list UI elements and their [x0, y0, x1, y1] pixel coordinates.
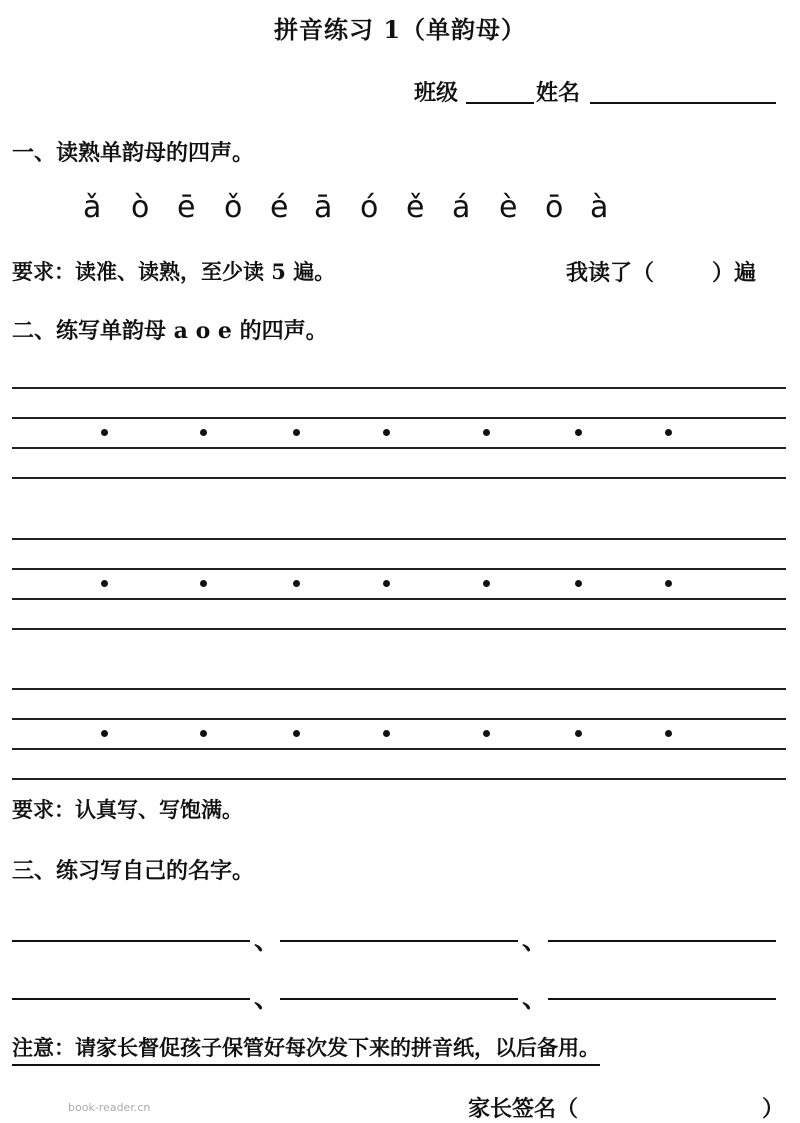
page-title: 拼音练习 1（单韵母） — [273, 15, 527, 44]
read-count-right: ）遍 — [712, 260, 757, 286]
section2-heading: 二、练写单韵母 a o e 的四声。 — [12, 318, 328, 344]
pinyin-char: ǎ — [83, 190, 102, 225]
pinyin-guide-line — [12, 598, 786, 600]
section1-requirement: 要求：读准、读熟，至少读 5 遍。 — [12, 259, 336, 284]
pinyin-guide-line — [12, 417, 786, 419]
name-blank-line[interactable] — [12, 998, 250, 1000]
name-separator: 、 — [522, 984, 549, 1014]
guide-dot — [383, 429, 390, 436]
guide-dot — [665, 580, 672, 587]
name-separator: 、 — [522, 926, 549, 956]
notice: 注意：请家长督促孩子保管好每次发下来的拼音纸，以后备用。 — [12, 1032, 600, 1066]
signature-label: 家长签名（ — [468, 1096, 579, 1122]
pinyin-guide-line — [12, 778, 786, 780]
pinyin-row — [0, 190, 800, 234]
read-count-left: 我读了（ — [566, 260, 655, 286]
pinyin-guide-line — [12, 568, 786, 570]
name-blank-line[interactable] — [12, 940, 250, 942]
pinyin-char: ó — [360, 190, 379, 225]
guide-dot — [575, 580, 582, 587]
pinyin-guide-line — [12, 688, 786, 690]
name-blank-line[interactable] — [280, 940, 518, 942]
guide-dot — [293, 580, 300, 587]
section2-requirement: 要求：认真写、写饱满。 — [12, 797, 243, 822]
read-count-blank[interactable] — [668, 262, 708, 286]
guide-dot — [200, 429, 207, 436]
pinyin-char: ǒ — [224, 190, 243, 225]
pinyin-char: ā — [314, 190, 333, 225]
pinyin-char: ō — [545, 190, 564, 225]
guide-dot — [200, 730, 207, 737]
pinyin-char: á — [452, 190, 471, 225]
class-blank[interactable] — [466, 102, 534, 104]
guide-dot — [101, 730, 108, 737]
name-blank-line[interactable] — [548, 998, 776, 1000]
pinyin-guide-line — [12, 748, 786, 750]
pinyin-guide-line — [12, 628, 786, 630]
pinyin-guide-line — [12, 447, 786, 449]
pinyin-guide-line — [12, 538, 786, 540]
watermark: book-reader.cn — [68, 1101, 151, 1114]
guide-dot — [383, 580, 390, 587]
guide-dot — [200, 580, 207, 587]
guide-dot — [483, 730, 490, 737]
name-separator: 、 — [254, 984, 281, 1014]
pinyin-char: ē — [177, 190, 196, 225]
pinyin-char: è — [499, 190, 518, 225]
section1-heading: 一、读熟单韵母的四声。 — [12, 140, 255, 166]
guide-dot — [101, 429, 108, 436]
class-label: 班级 — [414, 80, 459, 106]
guide-dot — [483, 429, 490, 436]
pinyin-char: é — [270, 190, 289, 225]
guide-dot — [575, 730, 582, 737]
guide-dot — [101, 580, 108, 587]
name-label: 姓名 — [536, 80, 581, 106]
guide-dot — [293, 429, 300, 436]
pinyin-guide-line — [12, 477, 786, 479]
guide-dot — [293, 730, 300, 737]
signature-close: ） — [762, 1096, 785, 1122]
section3-heading: 三、练习写自己的名字。 — [12, 858, 255, 884]
pinyin-char: à — [590, 190, 609, 225]
pinyin-char: ě — [406, 190, 425, 225]
name-blank-line[interactable] — [548, 940, 776, 942]
pinyin-char: ò — [131, 190, 150, 225]
guide-dot — [665, 730, 672, 737]
name-separator: 、 — [254, 926, 281, 956]
guide-dot — [665, 429, 672, 436]
guide-dot — [575, 429, 582, 436]
name-blank[interactable] — [590, 102, 776, 104]
guide-dot — [483, 580, 490, 587]
guide-dot — [383, 730, 390, 737]
pinyin-guide-line — [12, 718, 786, 720]
signature-blank[interactable] — [602, 1094, 752, 1118]
name-blank-line[interactable] — [280, 998, 518, 1000]
pinyin-guide-line — [12, 387, 786, 389]
